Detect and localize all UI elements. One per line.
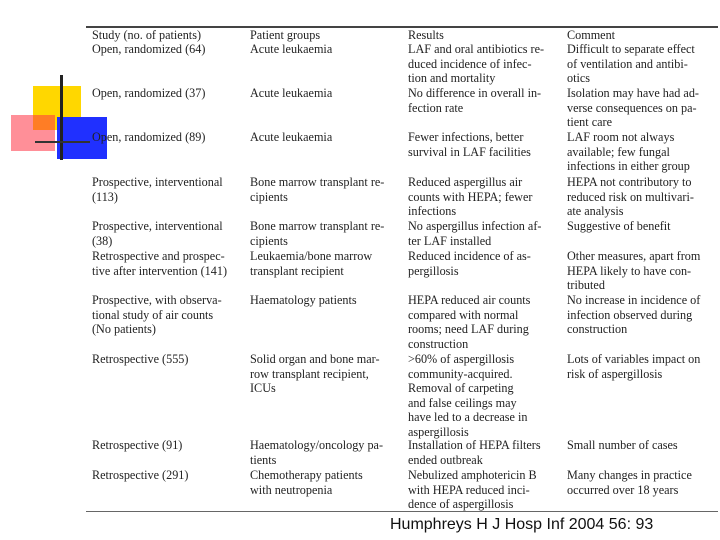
- cell-study: Retrospective (555): [92, 352, 189, 366]
- cell-patient-group: Bone marrow transplant re- cipients: [250, 219, 385, 248]
- cell-study: Open, randomized (89): [92, 130, 206, 144]
- cell-study: Prospective, interventional (113): [92, 175, 223, 204]
- header-study: Study (no. of patients): [92, 28, 201, 42]
- cell-study: Retrospective (291): [92, 468, 189, 482]
- cell-comment: Other measures, apart from HEPA likely to have con- tributed: [567, 249, 701, 292]
- cell-patient-group: Acute leukaemia: [250, 130, 333, 144]
- cell-patient-group: Acute leukaemia: [250, 86, 333, 100]
- cell-result: Nebulized amphotericin B with HEPA reduced inci- dence of aspergillosis: [408, 468, 537, 511]
- header-comment: Comment: [567, 28, 616, 42]
- cell-study: Retrospective (91): [92, 438, 183, 452]
- cell-patient-group: Haematology patients: [250, 293, 357, 307]
- cell-patient-group: Solid organ and bone mar- row transplant recipient, ICUs: [250, 352, 380, 395]
- cell-patient-group: Chemotherapy patients with neutropenia: [250, 468, 363, 497]
- cell-comment: Many changes in practice occurred over 18 years: [567, 468, 692, 497]
- cell-result: HEPA reduced air counts compared with normal rooms; need LAF during construction: [408, 293, 531, 351]
- cell-result: Fewer infections, better survival in LAF facilities: [408, 130, 531, 159]
- cell-result: LAF and oral antibiotics re- duced incidence of infec- tion and mortality: [408, 42, 545, 85]
- cell-result: Installation of HEPA filters ended outbreak: [408, 438, 541, 467]
- decorative-vertical-line: [60, 75, 63, 160]
- cell-study: Prospective, interventional (38): [92, 219, 223, 248]
- decorative-red-square: [11, 115, 55, 151]
- cell-result: Reduced aspergillus air counts with HEPA; fewer infections: [408, 175, 533, 218]
- cell-comment: Small number of cases: [567, 438, 678, 452]
- cell-comment: Difficult to separate effect of ventilation and antibi- otics: [567, 42, 695, 85]
- cell-study: Prospective, with observa- tional study of air counts (No patients): [92, 293, 222, 336]
- cell-patient-group: Leukaemia/bone marrow transplant recipient: [250, 249, 373, 278]
- cell-comment: Suggestive of benefit: [567, 219, 671, 233]
- cell-comment: LAF room not always available; few fungal infections in either group: [567, 130, 690, 173]
- decorative-horizontal-line: [35, 141, 90, 143]
- cell-patient-group: Bone marrow transplant re- cipients: [250, 175, 385, 204]
- cell-comment: Lots of variables impact on risk of aspergillosis: [567, 352, 701, 381]
- cell-result: >60% of aspergillosis community-acquired. Removal of carpeting and false ceilings may have led to a decrease in aspergillosis: [408, 352, 528, 439]
- header-results: Results: [408, 28, 444, 42]
- cell-result: Reduced incidence of as- pergillosis: [408, 249, 531, 278]
- table-bottom-rule: [86, 511, 718, 512]
- cell-result: No aspergillus infection af- ter LAF installed: [408, 219, 542, 248]
- cell-patient-group: Haematology/oncology pa- tients: [250, 438, 384, 467]
- cell-comment: HEPA not contributory to reduced risk on multivari- ate analysis: [567, 175, 694, 218]
- cell-patient-group: Acute leukaemia: [250, 42, 333, 56]
- header-patient-groups: Patient groups: [250, 28, 321, 42]
- cell-study: Open, randomized (64): [92, 42, 206, 56]
- cell-study: Open, randomized (37): [92, 86, 206, 100]
- cell-study: Retrospective and prospec- tive after intervention (141): [92, 249, 228, 278]
- cell-result: No difference in overall in- fection rate: [408, 86, 542, 115]
- cell-comment: Isolation may have had ad- verse consequences on pa- tient care: [567, 86, 699, 129]
- cell-comment: No increase in incidence of infection observed during construction: [567, 293, 701, 336]
- citation: Humphreys H J Hosp Inf 2004 56: 93: [390, 516, 654, 533]
